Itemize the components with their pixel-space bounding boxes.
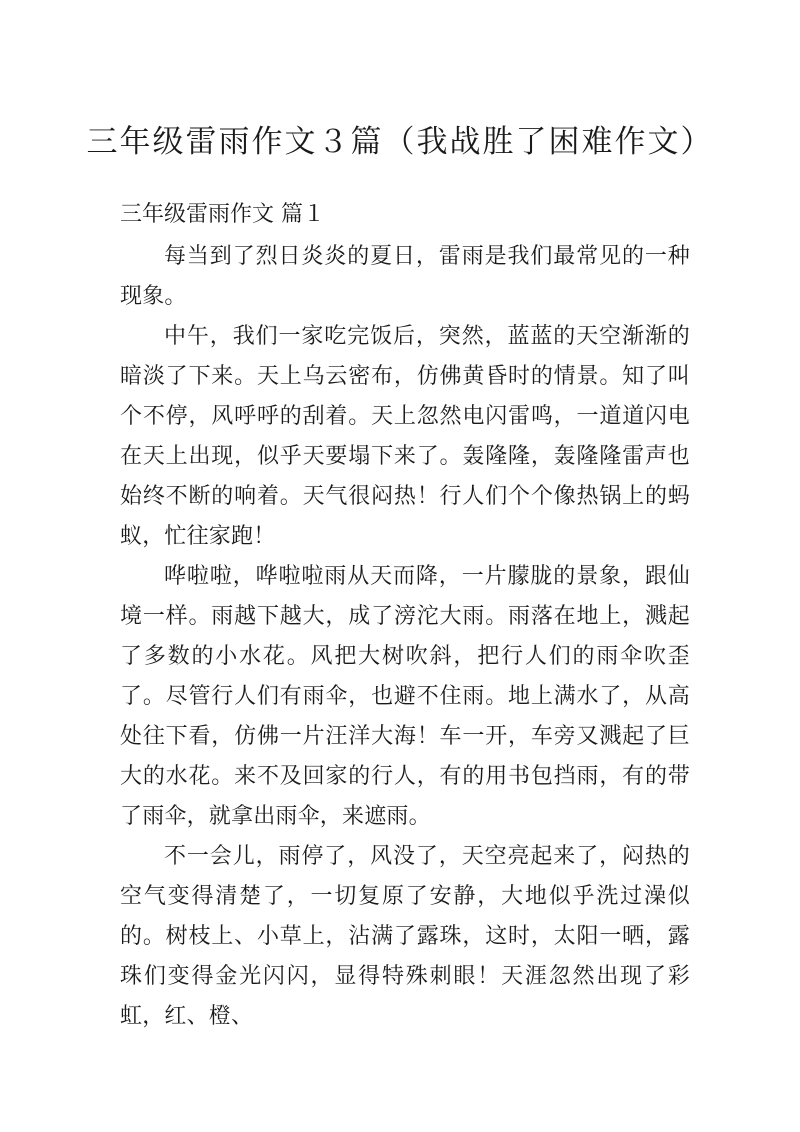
section-heading: 三年级雷雨作文 篇１ <box>120 202 325 227</box>
paragraph-1: 每当到了烈日炎炎的夏日，雷雨是我们最常见的一种现象。 <box>120 244 690 309</box>
paragraph-3: 哗啦啦，哗啦啦雨从天而降，一片朦胧的景象，跟仙境一样。雨越下越大，成了滂沱大雨。雨落在地上，溅起了多数的小水花。风把大树吹斜，把行人们的雨伞吹歪了。尽管行人们有雨伞，也避不住雨。地上满水了，从高处往下看，仿佛一片汪洋大海！车一开，车旁又溅起了巨大的水花。来不及回家的行人，有的用书包挡雨，有的带了雨伞，就拿出雨伞，来遮雨。 <box>120 564 690 829</box>
document-body <box>120 237 690 1037</box>
document-title: 三年级雷雨作文３篇（我战胜了困难作文） <box>86 124 714 160</box>
paragraph-2: 中午，我们一家吃完饭后，突然，蓝蓝的天空渐渐的暗淡了下来。天上乌云密布，仿佛黄昏时的情景。知了叫个不停，风呼呼的刮着。天上忽然电闪雷鸣，一道道闪电在天上出现，似乎天要塌下来了。轰隆隆，轰隆隆雷声也始终不断的响着。天气很闷热！行人们个个像热锅上的蚂蚁，忙往家跑！ <box>120 324 690 549</box>
paragraph-4: 不一会儿，雨停了，风没了，天空亮起来了，闷热的空气变得清楚了，一切复原了安静，大地似乎洗过澡似的。树枝上、小草上，沾满了露珠，这时，太阳一晒，露珠们变得金光闪闪，显得特殊刺眼！天涯忽然出现了彩虹，红、橙、 <box>120 844 690 1029</box>
